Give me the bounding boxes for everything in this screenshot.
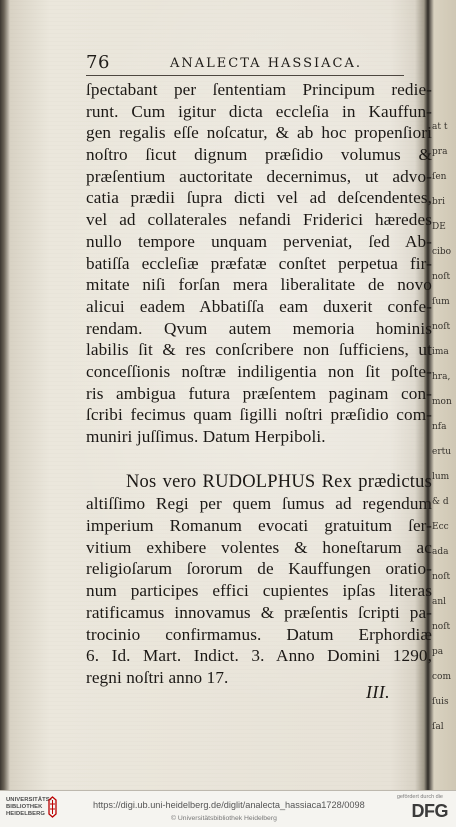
running-title: ANALECTA HASSIACA.: [170, 56, 362, 71]
text-line: labilis ſit & res conſcribere non ſufficiens, ut: [86, 340, 432, 360]
adjacent-page-marginalia: [432, 115, 456, 740]
paragraph-gap: [86, 448, 432, 472]
marginal-fragment: ertu: [432, 447, 452, 457]
viewer-footer: [0, 790, 456, 827]
marginal-fragment: com: [432, 672, 451, 682]
text-line: nullo tempore unquam perveniat, ſed Ab-: [86, 231, 432, 251]
funding-note: gefördert durch die: [396, 794, 443, 800]
text-line: mitate niſi forſan mera liberalitate de novo: [86, 275, 432, 295]
text-line: ratificamus innovamus & præſentis ſcripti pa-: [86, 602, 432, 622]
marginal-fragment: bri: [432, 197, 445, 207]
text-line: vitium exhibere volentes & honeſtarum ac: [86, 537, 432, 557]
marginal-fragment: ſen: [432, 172, 447, 182]
text-line: num participes effici cupientes ipſas literas: [86, 581, 432, 601]
text-line: conceſſionis noſtræ indiligentia non ſit poſte-: [86, 361, 432, 381]
marginal-fragment: anl: [432, 597, 447, 607]
text-line: trocinio confirmamus. Datum Erphordiæ: [86, 624, 432, 644]
library-logo-icon: [47, 796, 58, 818]
marginal-fragment: pra: [432, 147, 448, 157]
marginal-fragment: hra,: [432, 372, 451, 382]
marginal-fragment: noſt: [432, 272, 451, 282]
marginal-fragment: mon: [432, 397, 452, 407]
text-line: gen regalis eſſe noſcatur, & ab hoc propenſiori: [86, 123, 432, 143]
marginal-fragment: Ecc: [432, 522, 449, 532]
text-line: noſtro ſicut dignum præſidio volumus &: [86, 145, 432, 165]
text-line: regni noſtri anno 17.: [86, 667, 229, 687]
marginal-fragment: noſt: [432, 572, 451, 582]
marginal-fragment: noſt: [432, 322, 451, 332]
latin-text-block: [86, 79, 432, 689]
text-line: catia prædii ſupra dicti vel ad deſcendentes,: [86, 188, 432, 208]
marginal-fragment: nfa: [432, 422, 447, 432]
text-line: batiſſa eccleſiæ præfatæ conſtet perpetua fir-: [86, 253, 432, 273]
marginal-fragment: ada: [432, 547, 449, 557]
text-line: altiſſimo Regi per quem ſumus ad regendum: [86, 494, 432, 514]
text-line: præſentium auctoritate decernimus, ut advo-: [86, 166, 432, 186]
marginal-fragment: DE: [432, 222, 446, 232]
marginal-fragment: ſum: [432, 297, 450, 307]
copyright-notice: © Universitätsbibliothek Heidelberg: [171, 815, 277, 822]
digitization-url[interactable]: https://digi.ub.uni-heidelberg.de/diglit/analecta_hassiaca1728/0098: [93, 800, 365, 810]
header-rule: [86, 75, 404, 76]
text-line: alicui eadem Abbatiſſa eam duxerit confe-: [86, 296, 432, 316]
marginal-fragment: pa: [432, 647, 444, 657]
signature-mark: III.: [366, 682, 391, 702]
text-line: rendam. Qvum autem memoria hominis: [86, 318, 432, 338]
left-book-page: [10, 0, 432, 790]
text-line: Nos vero RUDOLPHUS Rex prædictus: [126, 471, 432, 492]
marginal-fragment: ſuis: [432, 697, 449, 707]
text-line: ſpectabant per ſententiam Principum redie-: [86, 80, 432, 99]
marginal-fragment: lum: [432, 472, 450, 482]
marginal-fragment: cibo: [432, 247, 452, 257]
text-line: muniri juſſimus. Datum Herpiboli.: [86, 427, 326, 446]
text-line: 6. Id. Mart. Indict. 3. Anno Domini 1290,: [86, 646, 432, 666]
page-number: 76: [86, 52, 110, 73]
library-name: UNIVERSITÄTS- BIBLIOTHEK HEIDELBERG: [6, 797, 52, 817]
text-line: runt. Cum igitur dicta eccleſia in Kauffun-: [86, 101, 432, 121]
marginal-fragment: at t: [432, 122, 448, 132]
text-line: vel ad collaterales nefandi Friderici hæredes: [86, 210, 432, 230]
marginal-fragment: ima: [432, 347, 449, 357]
text-line: ris ambigua futura præſentem paginam con-: [86, 383, 432, 403]
marginal-fragment: ſal: [432, 722, 444, 732]
text-line: religioſarum ſororum de Kauffungen oratio-: [86, 559, 432, 579]
funder-logo: DFG: [411, 801, 448, 821]
marginal-fragment: noſt: [432, 622, 451, 632]
text-line: ſcribi fecimus quam ſigilli noſtri præſidio com-: [86, 405, 432, 425]
page-header: [86, 52, 406, 76]
text-line: imperium Romanum evocati gratuitum ſer-: [86, 516, 432, 536]
marginal-fragment: & d: [432, 497, 449, 507]
